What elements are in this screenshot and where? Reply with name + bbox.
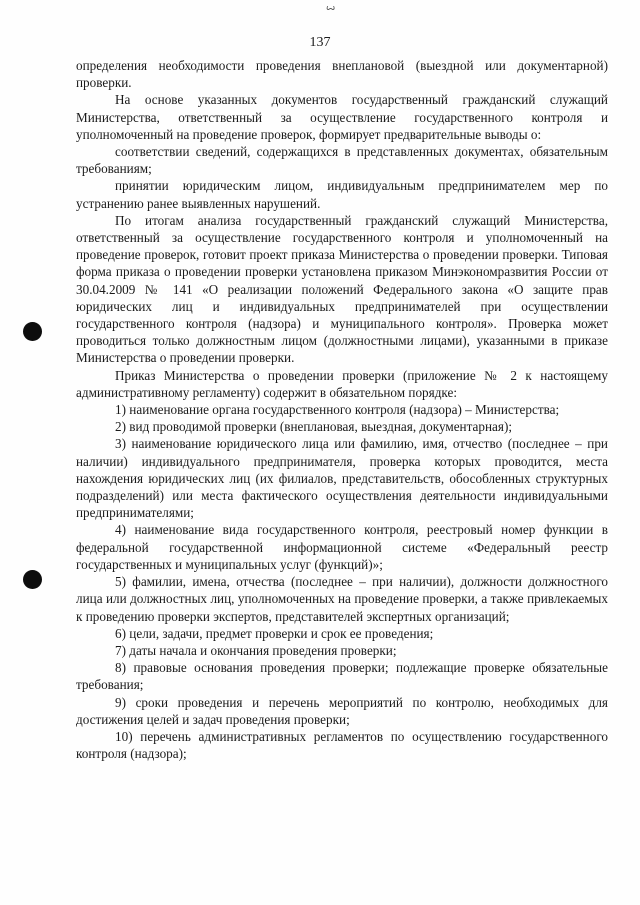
paragraph: Приказ Министерства о проведении проверки (приложение № 2 к настоящему административному регламенту) содержит в обязательном порядке: [76, 367, 608, 400]
scan-mark: ꙍ [326, 2, 336, 12]
list-item: 10) перечень административных регламентов по осуществлению государственного контроля (надзора); [76, 728, 608, 762]
list-item: 3) наименование юридического лица или фамилию, имя, отчество (последнее – при наличии) индивидуального предпринимателя, проверка которых проводится, места нахождения юридических лиц (их филиалов, представительств, обособленных структурных подразделений) или места фактического осуществления деятельности индивидуальными предпринимателями; [76, 436, 608, 521]
paragraph: принятии юридическим лицом, индивидуальным предпринимателем мер по устранению ранее выявленных нарушений. [76, 178, 608, 211]
page-number: 137 [309, 35, 331, 50]
list-item: 1) наименование органа государственного контроля (надзора) – Министерства; [115, 402, 560, 418]
body-text [76, 57, 608, 762]
list-item: 6) цели, задачи, предмет проверки и срок ее проведения; [115, 625, 434, 641]
list-item: 4) наименование вида государственного контроля, реестровый номер функции в федеральной государственной информационной системе «Федеральный реестр государственных и муниципальных услуг (функций)»; [76, 522, 608, 572]
paragraph: соответствии сведений, содержащихся в представленных документах, обязательным требованиям; [76, 144, 608, 177]
list-item: 2) вид проводимой проверки (внеплановая, выездная, документарная); [115, 419, 513, 435]
list-item: 5) фамилии, имена, отчества (последнее – при наличии), должности должностного лица или должностных лиц, уполномоченных на проведение проверки, а также привлекаемых к проведению проверки экспертов, представителей экспертных организаций; [76, 574, 608, 624]
list-item: 8) правовые основания проведения проверки; подлежащие проверке обязательные требования; [76, 660, 608, 693]
paragraph: На основе указанных документов государственный гражданский служащий Министерства, ответственный за осуществление государственного контроля и уполномоченный на проведение проверок, формирует предварительные выводы о: [76, 92, 608, 142]
paragraph: По итогам анализа государственный гражданский служащий Министерства, ответственный за осуществление государственного контроля и уполномоченный на проведение проверок, готовит проект приказа Министерства о проведении проверки. Типовая форма приказа о проведении проверки установлена приказом Минэкономразвития России от 30.04.2009 № 141 «О реализации положений Федерального закона «О защите прав юридических лиц и индивидуальных предпринимателей при осуществлении государственного контроля (надзора) и муниципального контроля». Проверка может проводиться только должностным лицом (должностными лицами), указанными в приказе Министерства о проведении проверки. [76, 212, 608, 366]
punch-hole-bottom [23, 570, 42, 589]
punch-hole-top [23, 322, 42, 341]
paragraph: определения необходимости проведения внеплановой (выездной или документарной) проверки. [76, 58, 608, 91]
list-item: 9) сроки проведения и перечень мероприятий по контролю, необходимых для достижения целей и задач проведения проверки; [76, 694, 608, 727]
list-item: 7) даты начала и окончания проведения проверки; [115, 642, 397, 658]
